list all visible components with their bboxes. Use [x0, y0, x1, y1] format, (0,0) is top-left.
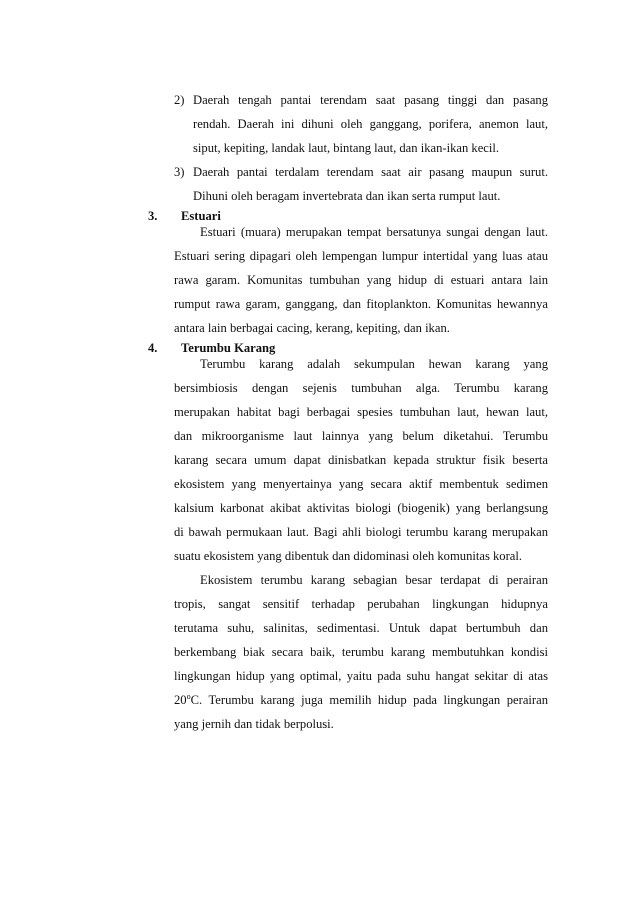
section-4-line-8: di bawah permukaan laut. Bagi ahli biologi terumbu karang merupakan — [174, 525, 548, 539]
section-4-line-2: bersimbiosis dengan sejenis tumbuhan alga. Terumbu karang — [174, 381, 548, 395]
section-4-line-4: dan mikroorganisme laut lainnya yang belum diketahui. Terumbu — [174, 429, 548, 443]
temperature-value: 20 — [174, 693, 187, 707]
section-4-line-1: Terumbu karang adalah sekumpulan hewan karang yang — [200, 357, 548, 371]
section-4-line-6: ekosistem yang menyertainya yang secara aktif membentuk sedimen — [174, 477, 548, 491]
section-4-last-line: yang jernih dan tidak berpolusi. — [174, 717, 334, 731]
section-3-line-1: Estuari (muara) merupakan tempat bersatunya sungai dengan laut. — [200, 225, 548, 239]
list-item-2-line-2: rendah. Daerah ini dihuni oleh ganggang, porifera, anemon laut, — [193, 117, 548, 131]
section-4-heading: Terumbu Karang — [181, 341, 276, 355]
section-4-line-13: berkembang biak secara baik, terumbu karang membutuhkan kondisi — [174, 645, 548, 659]
section-4-line-7: kalsium karbonat akibat aktivitas biologi (biogenik) yang berlangsung — [174, 501, 548, 515]
section-4-line-10: Ekosistem terumbu karang sebagian besar terdapat di perairan — [200, 573, 548, 587]
section-4-temperature-line — [174, 692, 548, 708]
section-4-line-5: karang secara umum dapat dinisbatkan kepada struktur fisik beserta — [174, 453, 548, 467]
section-3-line-3: rawa garam. Komunitas tumbuhan yang hidup di estuari antara lain — [174, 273, 548, 287]
list-marker-2: 2) — [174, 93, 185, 107]
section-4-number: 4. — [148, 341, 158, 355]
section-3-heading: Estuari — [181, 209, 221, 223]
section-4-line-14: lingkungan hidup yang optimal, yaitu pada suhu hangat sekitar di atas — [174, 669, 548, 683]
list-item-3-line-1: Daerah pantai terdalam terendam saat air pasang maupun surut. — [193, 165, 548, 179]
list-item-2-line-1: Daerah tengah pantai terendam saat pasang tinggi dan pasang — [193, 93, 548, 107]
section-3-number: 3. — [148, 209, 158, 223]
section-4-line-12: terutama suhu, salinitas, sedimentasi. Untuk dapat bertumbuh dan — [174, 621, 548, 635]
section-3-line-4: rumput rawa garam, ganggang, dan fitoplankton. Komunitas hewannya — [174, 297, 548, 311]
section-3-line-5: antara lain berbagai cacing, kerang, kepiting, dan ikan. — [174, 321, 450, 335]
list-item-3-line-2: Dihuni oleh beragam invertebrata dan ikan serta rumput laut. — [193, 189, 501, 203]
section-4-line-3: merupakan habitat bagi berbagai spesies tumbuhan laut, hewan laut, — [174, 405, 548, 419]
section-4-line-9: suatu ekosistem yang dibentuk dan didominasi oleh komunitas koral. — [174, 549, 523, 563]
list-marker-3: 3) — [174, 165, 185, 179]
temperature-line-rest: C. Terumbu karang juga memilih hidup pada lingkungan perairan — [190, 693, 548, 707]
section-3-line-2: Estuari sering dipagari oleh lempengan lumpur intertidal yang luas atau — [174, 249, 548, 263]
degree-symbol: o — [186, 692, 191, 701]
list-item-2-line-3: siput, kepiting, landak laut, bintang laut, dan ikan-ikan kecil. — [193, 141, 500, 155]
section-4-line-11: tropis, sangat sensitif terhadap perubahan lingkungan hidupnya — [174, 597, 548, 611]
